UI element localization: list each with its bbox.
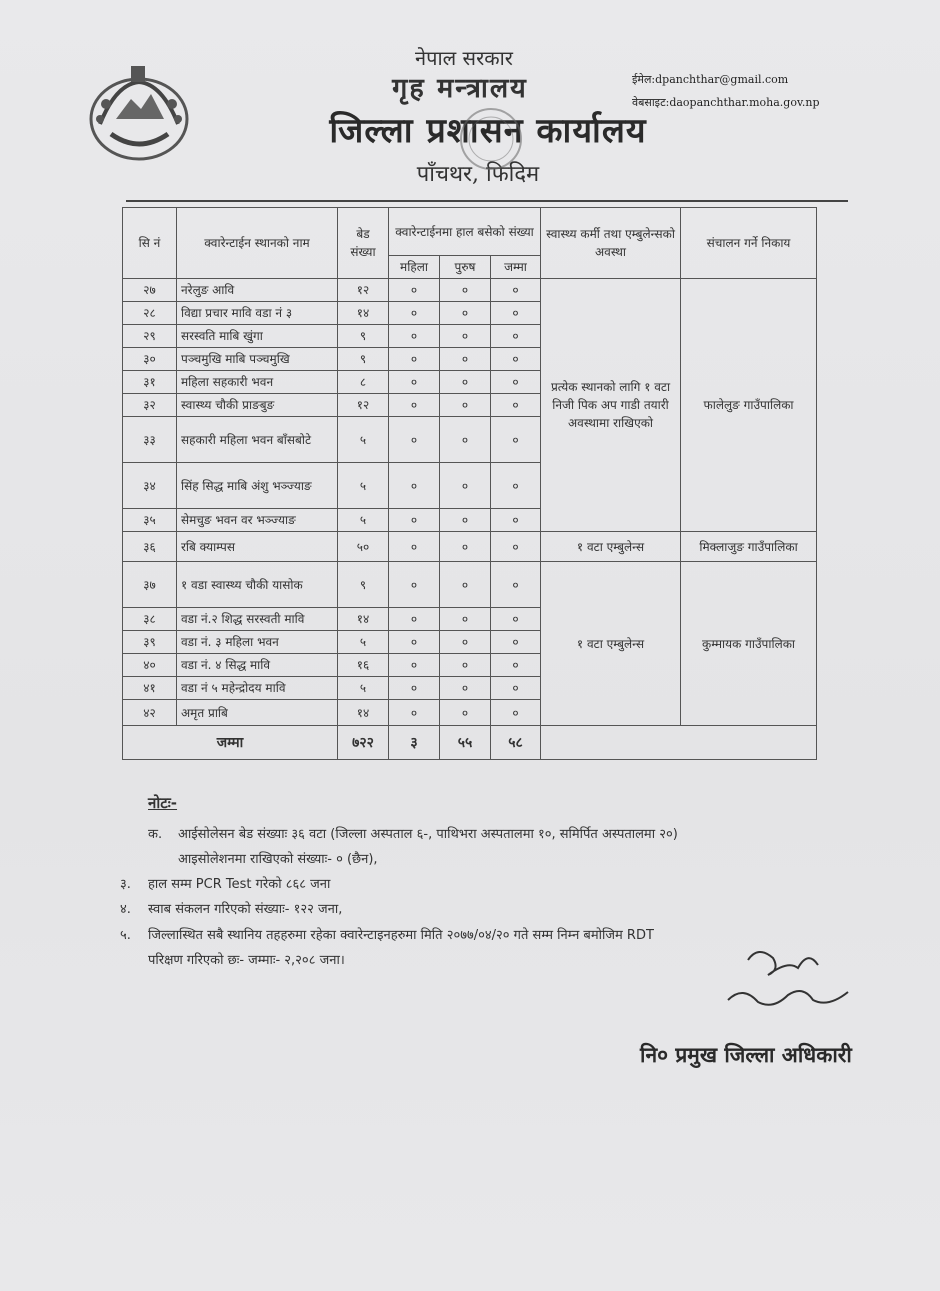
- row-beds: १४: [338, 302, 389, 325]
- row-beds: ५: [338, 417, 389, 463]
- row-male: ०: [440, 394, 491, 417]
- row-total: ०: [491, 325, 541, 348]
- group-body: फालेलुङ गाउँपालिका: [681, 279, 817, 532]
- row-total: ०: [491, 532, 541, 562]
- row-male: ०: [440, 608, 491, 631]
- row-name: नरेलुङ आवि: [177, 279, 338, 302]
- row-beds: १२: [338, 279, 389, 302]
- row-name: वडा नं. ३ महिला भवन: [177, 631, 338, 654]
- total-beds: ७२२: [338, 726, 389, 760]
- row-beds: ९: [338, 562, 389, 608]
- row-total: ०: [491, 608, 541, 631]
- quarantine-table: [122, 207, 817, 760]
- total-label: जम्मा: [123, 726, 338, 760]
- row-male: ०: [440, 417, 491, 463]
- row-total: ०: [491, 562, 541, 608]
- row-male: ०: [440, 279, 491, 302]
- row-name: सहकारी महिला भवन बाँसबोटे: [177, 417, 338, 463]
- email-address: ईमेल:dpanchthar@gmail.com: [632, 73, 789, 86]
- row-sn: २८: [123, 302, 177, 325]
- row-beds: ५: [338, 463, 389, 509]
- row-male: ०: [440, 532, 491, 562]
- row-name: स्वास्थ्य चौकी प्राङबुङ: [177, 394, 338, 417]
- office-stamp-icon: [456, 98, 526, 180]
- row-male: ०: [440, 463, 491, 509]
- header-body: संचालन गर्ने निकाय: [681, 208, 817, 279]
- row-female: ०: [389, 532, 440, 562]
- row-total: ०: [491, 371, 541, 394]
- row-beds: ९: [338, 325, 389, 348]
- row-total: ०: [491, 509, 541, 532]
- note-text: आईसोलेसन बेड संख्याः ३६ वटा (जिल्ला अस्पताल ६-, पाथिभरा अस्पतालमा १०, समिर्पित अस्पतालमा २०): [178, 827, 678, 842]
- note-text: हाल सम्म PCR Test गरेको ८६८ जना: [148, 877, 331, 892]
- row-beds: ५०: [338, 532, 389, 562]
- row-male: ०: [440, 302, 491, 325]
- note-marker: क.: [148, 827, 163, 842]
- notes-heading: नोटः-: [148, 794, 178, 812]
- total-count: ५८: [491, 726, 541, 760]
- row-name: वडा नं.२ शिद्ध सरस्वती मावि: [177, 608, 338, 631]
- header-male: पुरुष: [440, 256, 491, 279]
- row-total: ०: [491, 631, 541, 654]
- row-total: ०: [491, 417, 541, 463]
- row-beds: ८: [338, 371, 389, 394]
- note-marker: ४.: [120, 902, 131, 917]
- header-name: क्वारेन्टाईन स्थानको नाम: [177, 208, 338, 279]
- note-text: आइसोलेशनमा राखिएको संख्याः- ० (छैन),: [178, 852, 378, 867]
- website-address: वेबसाइट:daopanchthar.moha.gov.np: [632, 96, 820, 109]
- row-name: सरस्वति माबि खुंगा: [177, 325, 338, 348]
- row-sn: ३२: [123, 394, 177, 417]
- officer-title: नि० प्रमुख जिल्ला अधिकारी: [640, 1042, 852, 1067]
- row-total: ०: [491, 677, 541, 700]
- group-body: मिक्लाजुङ गाउँपालिका: [681, 532, 817, 562]
- row-total: ०: [491, 463, 541, 509]
- ministry-name: गृह मन्त्रालय: [392, 73, 528, 104]
- row-beds: ९: [338, 348, 389, 371]
- row-female: ०: [389, 279, 440, 302]
- row-sn: ३६: [123, 532, 177, 562]
- row-male: ०: [440, 631, 491, 654]
- total-female: ३: [389, 726, 440, 760]
- row-beds: १२: [338, 394, 389, 417]
- row-sn: ३१: [123, 371, 177, 394]
- header-divider: [126, 200, 848, 202]
- row-sn: ४२: [123, 700, 177, 726]
- row-total: ०: [491, 302, 541, 325]
- group-health: १ वटा एम्बुलेन्स: [541, 532, 681, 562]
- row-sn: ३७: [123, 562, 177, 608]
- row-sn: ३९: [123, 631, 177, 654]
- header-beds: बेड संख्या: [338, 208, 389, 279]
- row-name: सिंह सिद्ध माबि अंशु भञ्ज्याङ: [177, 463, 338, 509]
- row-name: रबि क्याम्पस: [177, 532, 338, 562]
- row-sn: ४०: [123, 654, 177, 677]
- row-total: ०: [491, 654, 541, 677]
- row-name: पञ्चमुखि माबि पञ्चमुखि: [177, 348, 338, 371]
- row-male: ०: [440, 371, 491, 394]
- handwritten-signature-icon: [718, 940, 858, 1020]
- note-marker: ५.: [120, 928, 131, 943]
- row-beds: ५: [338, 677, 389, 700]
- row-male: ०: [440, 677, 491, 700]
- row-name: सेमचुङ भवन वर भञ्ज्याङ: [177, 509, 338, 532]
- group-health: प्रत्येक स्थानको लागि १ वटा निजी पिक अप गाडी तयारी अवस्थामा राखिएको: [541, 279, 681, 532]
- row-name: वडा नं ५ महेन्द्रोदय मावि: [177, 677, 338, 700]
- row-female: ०: [389, 348, 440, 371]
- header-total: जम्मा: [491, 256, 541, 279]
- row-male: ०: [440, 509, 491, 532]
- row-total: ०: [491, 279, 541, 302]
- row-female: ०: [389, 654, 440, 677]
- note-text: जिल्लास्थित सबै स्थानिय तहहरुमा रहेका क्वारेन्टाइनहरुमा मिति २०७७/०४/२० गते सम्म निम्न बमोजिम RDT: [148, 928, 654, 943]
- row-total: ०: [491, 700, 541, 726]
- government-name: नेपाल सरकार: [415, 46, 513, 70]
- row-male: ०: [440, 654, 491, 677]
- header-female: महिला: [389, 256, 440, 279]
- row-name: विद्या प्रचार मावि वडा नं ३: [177, 302, 338, 325]
- row-female: ०: [389, 509, 440, 532]
- row-name: अमृत प्राबि: [177, 700, 338, 726]
- row-female: ०: [389, 394, 440, 417]
- header-sn: सि नं: [123, 208, 177, 279]
- row-female: ०: [389, 677, 440, 700]
- row-beds: ५: [338, 509, 389, 532]
- row-female: ०: [389, 562, 440, 608]
- row-male: ०: [440, 348, 491, 371]
- row-female: ०: [389, 631, 440, 654]
- table-row: [123, 562, 817, 608]
- row-sn: ३३: [123, 417, 177, 463]
- row-female: ०: [389, 700, 440, 726]
- note-text: स्वाब संकलन गरिएको संख्याः- १२२ जना,: [148, 902, 343, 917]
- group-body: कुम्मायक गाउँपालिका: [681, 562, 817, 726]
- table-row: [123, 532, 817, 562]
- row-female: ०: [389, 608, 440, 631]
- row-sn: २७: [123, 279, 177, 302]
- row-sn: ३८: [123, 608, 177, 631]
- row-name: १ वडा स्वास्थ्य चौकी यासोक: [177, 562, 338, 608]
- note-text: परिक्षण गरिएको छः- जम्माः- २,२०८ जना।: [148, 953, 345, 968]
- group-health: १ वटा एम्बुलेन्स: [541, 562, 681, 726]
- row-female: ०: [389, 463, 440, 509]
- office-location: पाँचथर, फिदिम: [416, 162, 540, 187]
- office-name: जिल्ला प्रशासन कार्यालय: [329, 111, 647, 151]
- note-marker: ३.: [120, 877, 131, 892]
- row-sn: ३४: [123, 463, 177, 509]
- row-female: ०: [389, 417, 440, 463]
- header-current: क्वारेन्टाईनमा हाल बसेको संख्या: [389, 208, 541, 256]
- row-total: ०: [491, 348, 541, 371]
- row-beds: १६: [338, 654, 389, 677]
- header-health: स्वास्थ्य कर्मी तथा एम्बुलेन्सको अवस्था: [541, 208, 681, 279]
- row-beds: १४: [338, 700, 389, 726]
- row-sn: ४१: [123, 677, 177, 700]
- row-female: ०: [389, 371, 440, 394]
- row-sn: ३५: [123, 509, 177, 532]
- row-beds: १४: [338, 608, 389, 631]
- row-name: महिला सहकारी भवन: [177, 371, 338, 394]
- row-sn: २९: [123, 325, 177, 348]
- row-male: ०: [440, 325, 491, 348]
- row-female: ०: [389, 302, 440, 325]
- total-row: [123, 726, 817, 760]
- row-beds: ५: [338, 631, 389, 654]
- row-name: वडा नं. ४ सिद्ध मावि: [177, 654, 338, 677]
- total-blank: [541, 726, 817, 760]
- table-row: [123, 279, 817, 302]
- total-male: ५५: [440, 726, 491, 760]
- row-male: ०: [440, 562, 491, 608]
- row-sn: ३०: [123, 348, 177, 371]
- row-female: ०: [389, 325, 440, 348]
- row-male: ०: [440, 700, 491, 726]
- row-total: ०: [491, 394, 541, 417]
